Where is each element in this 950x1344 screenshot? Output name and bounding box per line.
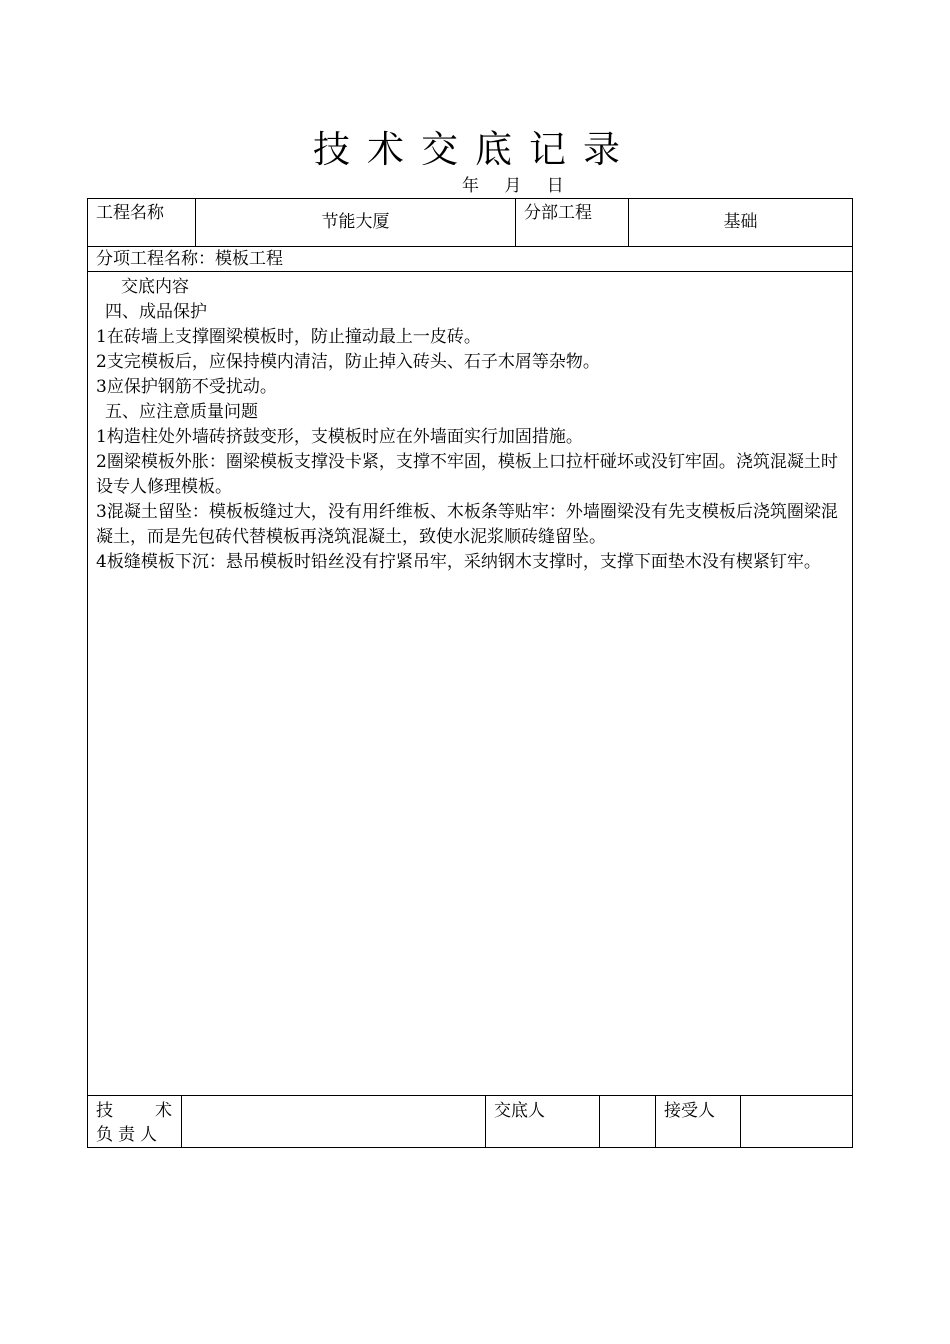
section5-title: 五、应注意质量问题 <box>105 402 258 422</box>
briefer-label: 交底人 <box>486 1096 600 1148</box>
tech-lead-label-line2: 负责人 <box>96 1125 162 1145</box>
division-label: 分部工程 <box>516 199 629 247</box>
tech-lead-label-char: 术 <box>155 1101 172 1121</box>
division-value: 基础 <box>629 199 853 247</box>
receiver-cell <box>656 1096 853 1148</box>
document-title: 技术交底记录 <box>313 128 637 171</box>
receiver-signature-field[interactable] <box>741 1096 852 1147</box>
tech-lead-signature-field[interactable] <box>182 1096 486 1148</box>
section5-item: 4板缝模板下沉：悬吊模板时铅丝没有拧紧吊牢，采纳钢木支撑时，支撑下面垫木没有楔紧钉牢。 <box>96 552 821 572</box>
tech-lead-label-char: 技 <box>96 1101 113 1121</box>
subitem-name: 分项工程名称：模板工程 <box>88 247 853 272</box>
content-heading: 交底内容 <box>121 277 189 297</box>
section5-item: 1构造柱处外墙砖挤鼓变形，支模板时应在外墙面实行加固措施。 <box>96 427 583 447</box>
section4-item: 1在砖墙上支撑圈梁模板时，防止撞动最上一皮砖。 <box>96 327 481 347</box>
receiver-label: 接受人 <box>656 1096 741 1147</box>
disclosure-form <box>87 198 853 1148</box>
tech-lead-label <box>88 1096 182 1148</box>
project-name-label: 工程名称 <box>88 199 196 247</box>
disclosure-content <box>88 272 853 1096</box>
project-name-value: 节能大厦 <box>196 199 516 247</box>
section4-item: 2支完模板后，应保持模内清洁，防止掉入砖头、石子木屑等杂物。 <box>96 352 600 372</box>
section5-item: 3混凝土留坠：模板板缝过大，没有用纤维板、木板条等贴牢：外墙圈梁没有先支模板后浇筑圈梁混凝土，而是先包砖代替模板再浇筑混凝土，致使水泥浆顺砖缝留坠。 <box>96 502 838 547</box>
date-line: 年 月 日 <box>462 176 564 196</box>
section5-item: 2圈梁模板外胀：圈梁模板支撑没卡紧，支撑不牢固，模板上口拉杆碰坏或没钉牢固。浇筑混凝土时设专人修理模板。 <box>96 452 838 497</box>
briefer-signature-field[interactable] <box>600 1096 656 1148</box>
section4-title: 四、成品保护 <box>105 302 207 322</box>
section4-item: 3应保护钢筋不受扰动。 <box>96 377 277 397</box>
